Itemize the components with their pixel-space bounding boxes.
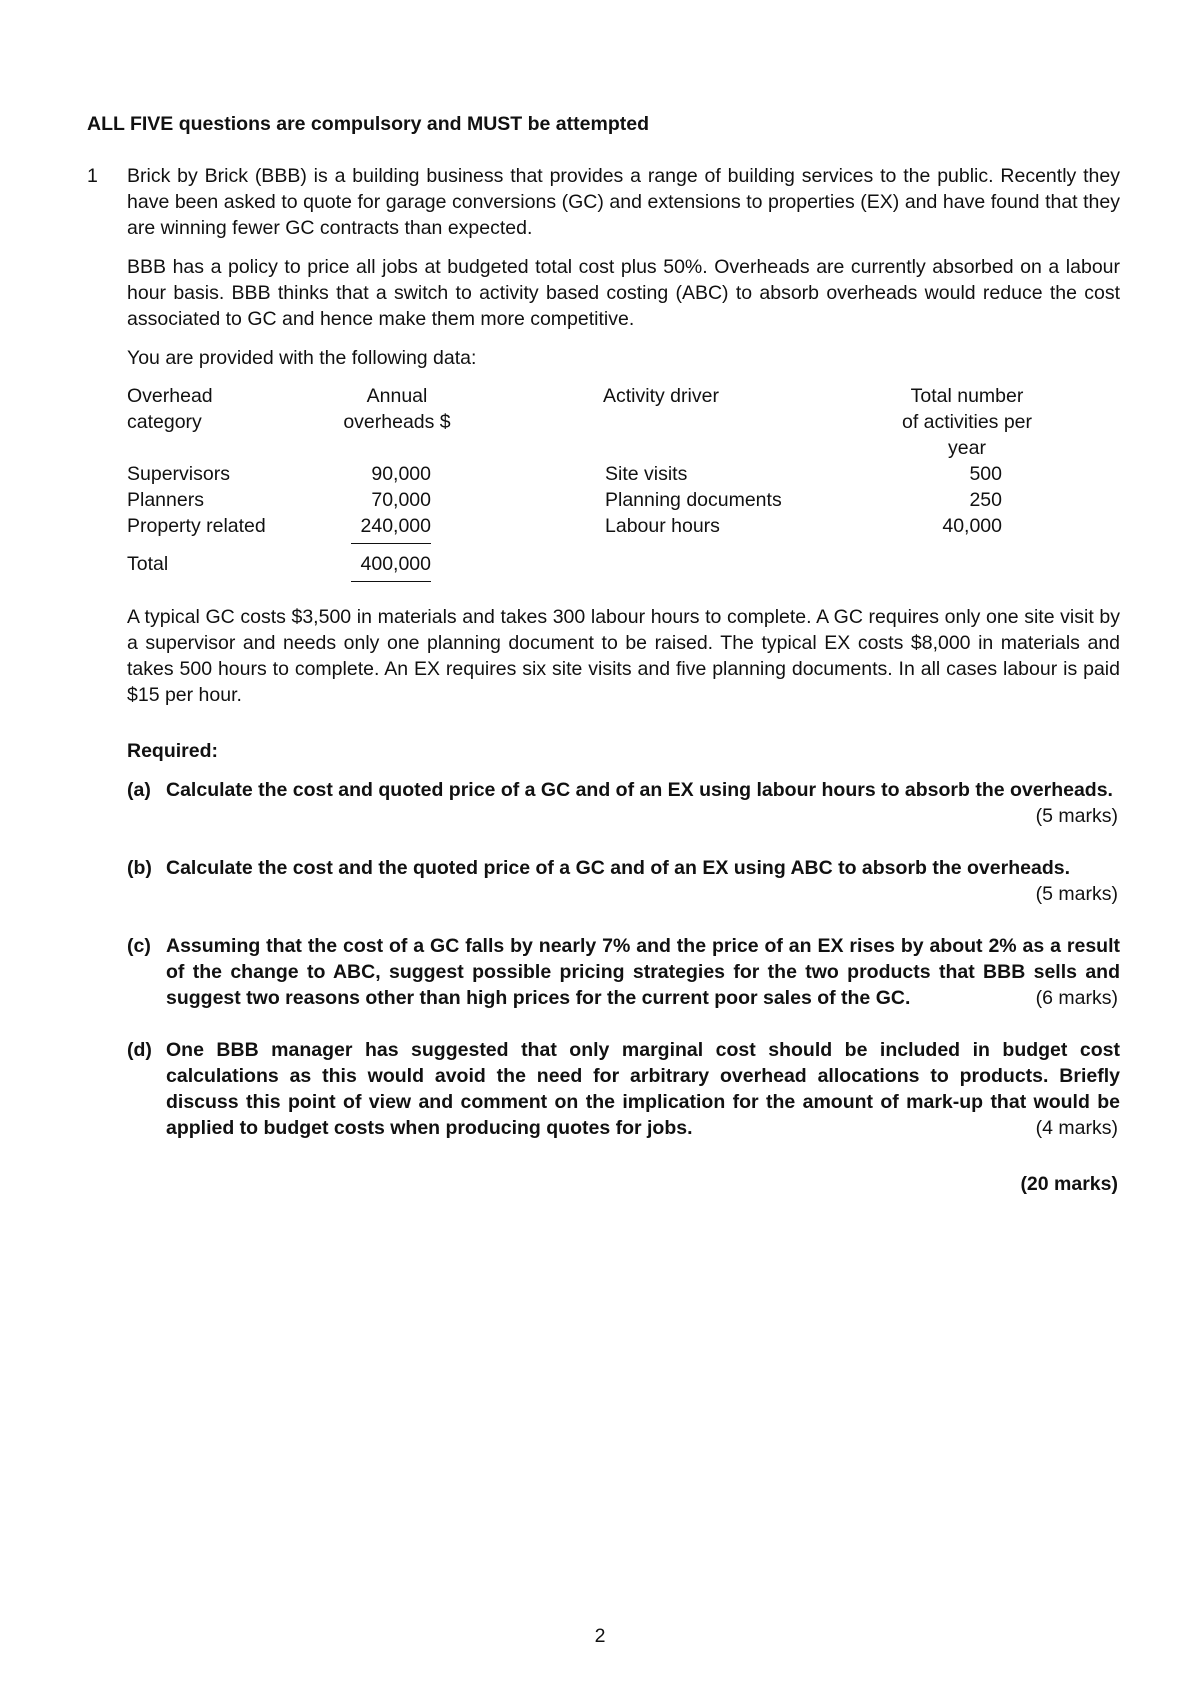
costs-paragraph: A typical GC costs $3,500 in materials and takes 300 labour hours to complete. A GC requires only one site visit by a supervisor and needs only one planning document to be raised. The typical EX costs $8,000 in materials and takes 500 hours to complete. An EX requires six site visits and five planning documents. In all cases labour is paid $15 per hour.	[127, 606, 1120, 706]
part-b-marks: (5 marks)	[1035, 883, 1118, 905]
part-d-marks: (4 marks)	[1018, 1115, 1118, 1141]
header-category-line2: category	[127, 411, 202, 433]
part-b-text: Calculate the cost and the quoted price of a GC and of an EX using ABC to absorb the overheads.	[166, 857, 1070, 879]
row-category: Planners	[127, 489, 204, 511]
header-overheads-line1: Annual	[366, 385, 428, 407]
row-category: Property related	[127, 515, 266, 537]
total-label: Total	[127, 553, 169, 575]
row-activities: 40,000	[942, 515, 1002, 537]
row-category: Supervisors	[127, 463, 230, 485]
data-intro-paragraph: You are provided with the following data:	[127, 347, 477, 369]
page-number: 2	[594, 1625, 606, 1647]
row-overheads: 240,000	[360, 515, 431, 537]
row-activities: 250	[969, 489, 1002, 511]
row-overheads: 90,000	[371, 463, 431, 485]
part-d-block	[166, 1037, 1120, 1141]
part-b-label: (b)	[127, 857, 152, 879]
row-activities: 500	[969, 463, 1002, 485]
header-activities-line3: year	[948, 437, 986, 459]
row-driver: Site visits	[605, 463, 688, 485]
part-a-marks: (5 marks)	[1035, 805, 1118, 827]
question-number: 1	[87, 165, 98, 187]
total-rule	[351, 581, 431, 582]
part-c-label: (c)	[127, 935, 151, 957]
part-c-block	[166, 933, 1120, 1011]
part-a-text: Calculate the cost and quoted price of a GC and of an EX using labour hours to absorb the overheads.	[166, 779, 1113, 801]
overheads-table	[127, 383, 1033, 583]
intro-paragraph: Brick by Brick (BBB) is a building business that provides a range of building services to the public. Recently they have been asked to quote for garage conversions (GC) and extensions to properties (EX) and have found that they are winning fewer GC contracts than expected.	[127, 165, 1120, 239]
subtotal-rule	[351, 543, 431, 544]
part-c-text: Assuming that the cost of a GC falls by nearly 7% and the price of an EX rises by about 2% as a result of the change to ABC, suggest possible pricing strategies for the two products that BBB sells and suggest two reasons other than high prices for the current poor sales of the GC.	[166, 935, 1120, 1009]
header-driver: Activity driver	[603, 385, 719, 407]
row-driver: Planning documents	[605, 489, 782, 511]
required-label: Required:	[127, 740, 219, 762]
part-c-marks: (6 marks)	[1018, 985, 1118, 1011]
policy-paragraph: BBB has a policy to price all jobs at budgeted total cost plus 50%. Overheads are currently absorbed on a labour hour basis. BBB thinks that a switch to activity based costing (ABC) to absorb overheads would reduce the cost associated to GC and hence make them more competitive.	[127, 256, 1120, 330]
instructions-header: ALL FIVE questions are compulsory and MUST be attempted	[87, 113, 649, 135]
part-a-label: (a)	[127, 779, 151, 801]
total-value: 400,000	[360, 553, 431, 575]
header-activities-line1: Total number	[910, 385, 1024, 407]
header-activities-line2: of activities per	[901, 411, 1033, 433]
part-d-label: (d)	[127, 1039, 152, 1061]
header-category-line1: Overhead	[127, 385, 213, 407]
part-d-text: One BBB manager has suggested that only marginal cost should be included in budget cost calculations as this would avoid the need for arbitrary overhead allocations to products. Briefly discuss this point of view and comment on the implication for the amount of mark-up that would be applied to budget costs when producing quotes for jobs.	[166, 1039, 1120, 1139]
header-overheads-line2: overheads $	[343, 411, 451, 433]
row-overheads: 70,000	[371, 489, 431, 511]
total-marks: (20 marks)	[1020, 1173, 1118, 1195]
row-driver: Labour hours	[605, 515, 720, 537]
